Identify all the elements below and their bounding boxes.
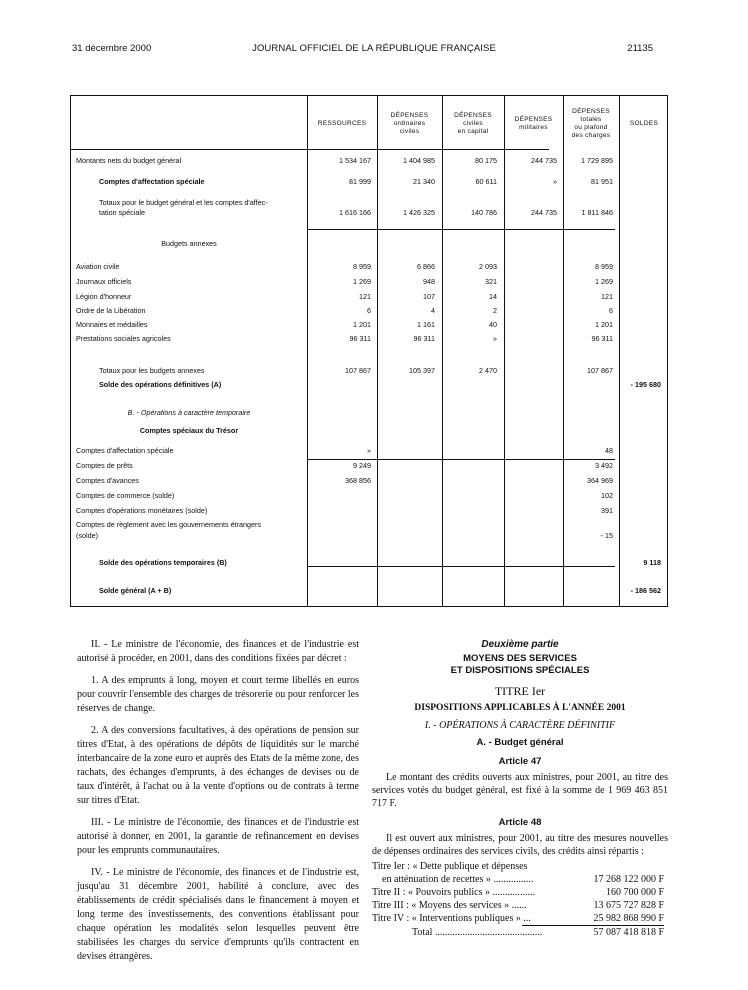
cell-value: 80 175 [475,156,497,165]
column-header [442,104,504,144]
cell-value: 105 397 [409,366,435,375]
table-row [71,292,667,303]
cell-value: 121 [359,292,371,301]
titre-heading: TITRE Ier [494,684,546,698]
total-value: 57 087 418 818 F [593,927,664,938]
titre-label: Titre III : « Moyens des services » ...... [372,900,527,911]
column-header-line: ordinaires [393,120,426,127]
cell-value: 6 866 [417,262,435,271]
row-label: Comptes d'opérations monétaires (solde) [76,506,208,515]
cell-value: 3 492 [595,461,613,470]
cell-value: 8 959 [595,262,613,271]
titre-row [372,860,668,873]
row-label: Comptes de prêts [76,461,133,470]
row-label: (solde) [76,531,98,540]
titre-value: 13 675 727 828 F [593,900,664,911]
titre-value: 160 700 000 F [605,887,664,898]
cell-value: 81 951 [591,177,613,186]
row-label: Comptes d'avances [76,476,139,485]
cell-value: 1 616 166 [339,208,371,217]
cell-value: 107 867 [345,366,371,375]
article-47-heading: Article 47 [498,756,542,767]
row-label: Ordre de la Libération [76,306,146,315]
row-label: Totaux pour les budgets annexes [99,366,205,375]
total-row [372,926,668,939]
cell-value: 107 [423,292,435,301]
table-row [71,156,667,167]
cell-value: 2 [493,306,497,315]
cell-value: 244 735 [531,156,557,165]
titre-row [372,873,668,886]
cell-value: 9 249 [353,461,371,470]
table-row [71,262,667,273]
cell-value: 2 470 [479,366,497,375]
cell-value: 9 118 [643,558,661,567]
right-column-text [372,638,668,939]
cell-value: 102 [601,491,613,500]
titre-row [372,912,668,925]
column-header-line: des charges [571,132,611,139]
cell-value: 107 867 [587,366,613,375]
row-label: Comptes spéciaux du Trésor [139,426,239,435]
table-group-rule [307,459,615,460]
row-label: Comptes de règlement avec les gouvernements étrangers [76,520,261,529]
part-heading: Deuxième partie [481,639,559,650]
cell-value: 1 811 846 [581,208,613,217]
table-row [71,476,667,487]
cell-value: » [553,177,557,186]
cell-value: 364 969 [587,476,613,485]
row-label: Montants nets du budget général [76,156,182,165]
titres-list [372,860,668,925]
column-header-line: totales [580,116,602,123]
cell-value: 948 [423,277,435,286]
table-row [71,426,667,437]
column-header-line: DÉPENSES [514,116,553,123]
table-row [71,558,667,569]
cell-value: 1 426 325 [403,208,435,217]
row-label: Légion d'honneur [76,292,132,301]
cell-value: 4 [431,306,435,315]
titre-row [372,886,668,899]
table-row [71,380,667,391]
section-heading-2: ET DISPOSITIONS SPÉCIALES [450,665,590,676]
cell-value: 244 735 [531,208,557,217]
titre-value: 25 982 868 990 F [593,913,664,924]
column-header-line: civiles [463,120,483,127]
column-header [377,104,442,144]
section-heading-1: MOYENS DES SERVICES [463,653,577,664]
table-row [71,277,667,288]
row-label: tation spéciale [99,208,145,217]
table-row [71,408,667,419]
cell-value: - 186 562 [630,586,661,595]
paragraph: 1. A des emprunts à long, moyen et court terme libellés en euros pour couvrir l'ensemble des charges de trésorerie ou pour renforcer les réserves de change. [77,675,359,714]
table-row [71,461,667,472]
column-header [563,104,619,144]
table-row [71,306,667,317]
cell-value: 6 [367,306,371,315]
cell-value: - 15 [600,531,613,540]
row-label: Comptes d'affectation spéciale [76,446,174,455]
cell-value: 6 [609,306,613,315]
header-title: JOURNAL OFFICIEL DE LA RÉPUBLIQUE FRANÇAISE [252,43,496,54]
row-label: Solde général (A + B) [99,586,172,595]
titre-label: Titre IV : « Interventions publiques » ... [372,913,531,924]
titre-row [372,899,668,912]
cell-value: 1 534 167 [339,156,371,165]
cell-value: 96 311 [349,334,371,343]
cell-value: 1 729 895 [581,156,613,165]
cell-value: 1 269 [595,277,613,286]
cell-value: » [367,446,371,455]
column-header-line: RESSOURCES [317,120,367,127]
cell-value: 2 093 [479,262,497,271]
cell-value: 1 161 [417,320,435,329]
header-page-number: 21135 [627,43,653,54]
titre-value: 17 268 122 000 F [593,874,664,885]
cell-value: 391 [601,506,613,515]
table-row [71,334,667,345]
cell-value: 21 340 [413,177,435,186]
cell-value: 48 [605,446,613,455]
article-47-text: Le montant des crédits ouverts aux ministres, pour 2001, au titre des services votés du budget général, est fixé à la somme de 1 969 463 851 717 F. [372,772,668,809]
row-label: Journaux officiels [76,277,132,286]
dispositions-heading: DISPOSITIONS APPLICABLES À L'ANNÉE 2001 [414,703,626,713]
cell-value: 14 [489,292,497,301]
column-header-line: militaires [519,124,548,131]
paragraph: 2. A des conversions facultatives, à des opérations de pension sur titres d'Etat, à des opérations de dépôts de liquidités sur le marché interbancaire de la zone euro et auprès des Etats de la même zone, des rachats, des échanges d'emprunts, à des échanges de devises ou de taux d'intérêt, à l'achat ou à la vente d'options ou de contrats à terme sur titres d'Etat. [77,725,359,806]
cell-value: 1 404 985 [403,156,435,165]
row-label: B. - Opérations à caractère temporaire [127,408,251,417]
row-label: Solde des opérations temporaires (B) [99,558,227,567]
titre-label: en atténuation de recettes » ................ [382,874,534,885]
table-group-rule [307,229,615,230]
total-label: Total ........................................... [412,927,543,938]
table-row [71,366,667,377]
table-row [71,177,667,188]
cell-value: » [493,334,497,343]
table-header-rule [71,149,549,150]
cell-value: 96 311 [591,334,613,343]
cell-value: 368 856 [345,476,371,485]
cell-value: 60 611 [475,177,497,186]
table-row [71,446,667,457]
cell-value: 81 999 [349,177,371,186]
column-header-line: en capital [457,128,489,135]
header-date: 31 décembre 2000 [72,43,152,54]
cell-value: - 195 680 [630,380,661,389]
table-row [71,586,667,597]
cell-value: 1 201 [353,320,371,329]
row-label: Monnaies et médailles [76,320,148,329]
column-header [504,104,563,144]
table-row [71,531,667,542]
column-header-line: DÉPENSES [454,112,492,119]
column-header [619,104,669,144]
table-row [71,506,667,517]
row-label: Prestations sociales agricoles [76,334,171,343]
column-header-line: ou plafond [574,124,608,131]
table-row [71,520,667,531]
table-row [71,320,667,331]
cell-value: 321 [485,277,497,286]
column-header-line: DÉPENSES [390,112,429,119]
row-label: Budgets annexes [161,239,217,248]
operations-heading: I. - OPÉRATIONS À CARACTÈRE DÉFINITIF [424,720,616,731]
cell-value: 8 959 [353,262,371,271]
budget-heading: A. - Budget général [476,737,564,748]
titre-label: Titre Ier : « Dette publique et dépenses [372,861,528,872]
cell-value: 1 269 [353,277,371,286]
titre-label: Titre II : « Pouvoirs publics » ................. [372,887,535,898]
table-row [71,239,667,250]
article-48-heading: Article 48 [498,817,542,828]
column-header-line: SOLDES [629,120,659,127]
article-48-text: Il est ouvert aux ministres, pour 2001, au titre des mesures nouvelles de dépenses ordinaires des services civils, des crédits ainsi répartis : [372,833,668,857]
row-label: Solde des opérations définitives (A) [99,380,222,389]
row-label: Aviation civile [76,262,120,271]
row-label: Comptes de commerce (solde) [76,491,175,500]
cell-value: 1 201 [595,320,613,329]
row-label: Comptes d'affectation spéciale [99,177,205,186]
cell-value: 40 [489,320,497,329]
cell-value: 96 311 [413,334,435,343]
budget-table [70,95,668,607]
cell-value: 140 786 [471,208,497,217]
table-row [71,208,667,219]
left-column-text [77,638,359,972]
column-header-line: DÉPENSES [572,108,610,115]
paragraph: II. - Le ministre de l'économie, des finances et de l'industrie est autorisé à procéder, en 2001, dans des conditions fixées par décret : [77,639,359,664]
table-row [71,491,667,502]
paragraph: IV. - Le ministre de l'économie, des finances et de l'industrie est, jusqu'au 31 décembre 2001, habilité à conclure, avec des établissements de crédit spécialisés dans le financement à moyen et long terme des investissements, des conventions établissant pour chaque opération les modalités selon lesquelles peuvent être stabilisées les charges du service d'emprunts qu'ils contractent en devises étrangères. [77,867,359,962]
column-header-line: civiles [399,128,420,135]
column-header [307,104,377,144]
cell-value: 121 [601,292,613,301]
row-label: Totaux pour le budget général et les comptes d'affec- [99,198,268,207]
paragraph: III. - Le ministre de l'économie, des finances et de l'industrie est autorisé à donner, en 2001, la garantie de refinancement en devises pour les emprunts communautaires. [77,817,359,856]
